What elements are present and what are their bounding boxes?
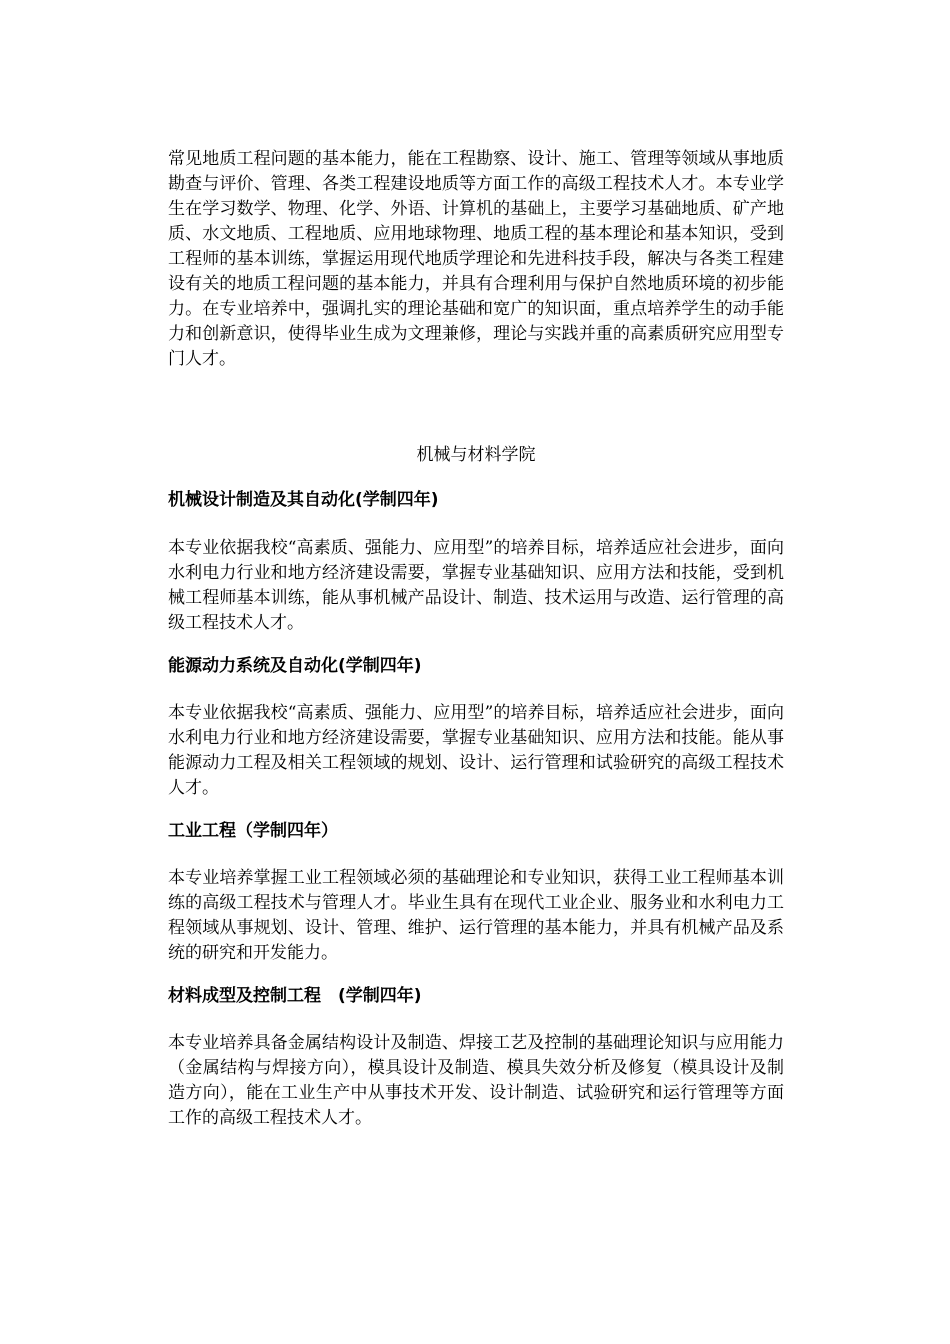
major-heading-materials-forming: 材料成型及控制工程 (学制四年) xyxy=(168,986,422,1006)
major-description-energy-power: 本专业依据我校“高素质、强能力、应用型”的培养目标，培养适应社会进步，面向水利电力行业和地方经济建设需要，掌握专业基础知识、应用方法和技能。能从事能源动力工程及相关工程领域的规划、设计、运行管理和试验研究的高级工程技术人才。 xyxy=(168,703,784,798)
major-heading-industrial-engineering: 工业工程（学制四年） xyxy=(168,821,338,841)
intro-paragraph: 常见地质工程问题的基本能力，能在工程勘察、设计、施工、管理等领域从事地质勘查与评价、管理、各类工程建设地质等方面工作的高级工程技术人才。本专业学生在学习数学、物理、化学、外语、计算机的基础上，主要学习基础地质、矿产地质、水文地质、工程地质、应用地球物理、地质工程的基本理论和基本知识，受到工程师的基本训练，掌握运用现代地质学理论和先进科技手段，解决与各类工程建设有关的地质工程问题的基本能力，并具有合理利用与保护自然地质环境的初步能力。在专业培养中，强调扎实的理论基础和宽广的知识面，重点培养学生的动手能力和创新意识，使得毕业生成为文理兼修，理论与实践并重的高素质研究应用型专门人才。 xyxy=(168,149,784,369)
major-heading-mechanical-design: 机械设计制造及其自动化(学制四年) xyxy=(168,490,439,510)
major-description-mechanical-design: 本专业依据我校“高素质、强能力、应用型”的培养目标，培养适应社会进步，面向水利电力行业和地方经济建设需要，掌握专业基础知识、应用方法和技能，受到机械工程师基本训练，能从事机械产品设计、制造、技术运用与改造、运行管理的高级工程技术人才。 xyxy=(168,538,784,633)
major-heading-energy-power: 能源动力系统及自动化(学制四年) xyxy=(168,656,422,676)
major-description-industrial-engineering: 本专业培养掌握工业工程领域必须的基础理论和专业知识，获得工业工程师基本训练的高级工程技术与管理人才。毕业生具有在现代工业企业、服务业和水利电力工程领域从事规划、设计、管理、维护、运行管理的基本能力，并具有机械产品及系统的研究和开发能力。 xyxy=(168,868,784,963)
major-description-materials-forming: 本专业培养具备金属结构设计及制造、焊接工艺及控制的基础理论知识与应用能力（金属结构与焊接方向），模具设计及制造、模具失效分析及修复（模具设计及制造方向），能在工业生产中从事技术开发、设计制造、试验研究和运行管理等方面工作的高级工程技术人才。 xyxy=(168,1033,784,1128)
college-title: 机械与材料学院 xyxy=(416,445,536,465)
document-page xyxy=(168,147,784,1131)
